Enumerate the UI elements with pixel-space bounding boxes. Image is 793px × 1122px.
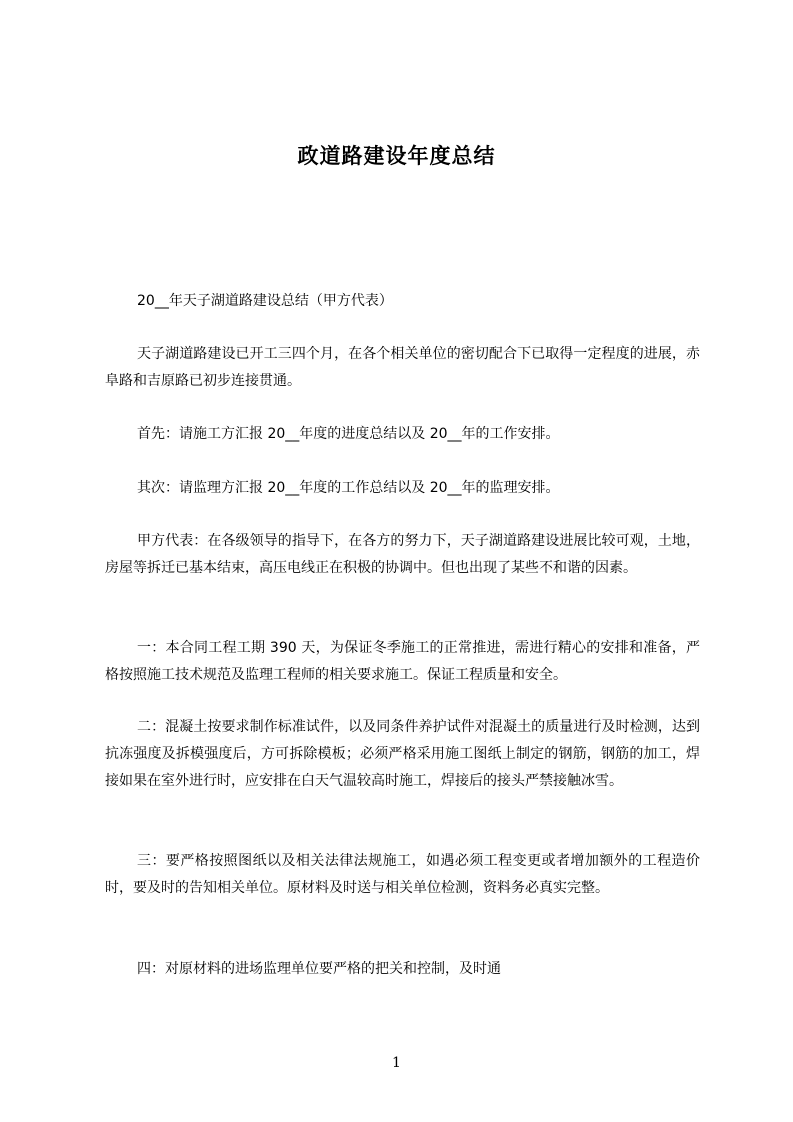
paragraph-item-2: 二：混凝土按要求制作标准试件，以及同条件养护试件对混凝土的质量进行及时检测，达到抗冻强度及拆模强度后，方可拆除模板；必须严格采用施工图纸上制定的钢筋，钢筋的加工，焊接如果在室外进行时，应安排在白天气温较高时施工，焊接后的接头严禁接触冰雪。 (105, 719, 700, 789)
document-subtitle: 20__年天子湖道路建设总结（甲方代表） (137, 293, 393, 309)
paragraph-owner-rep: 甲方代表：在各级领导的指导下，在各方的努力下，天子湖道路建设进展比较可观，土地，房屋等拆迁已基本结束，高压电线正在积极的协调中。但也出现了某些不和谐的因素。 (105, 533, 700, 576)
paragraph-intro: 天子湖道路建设已开工三四个月，在各个相关单位的密切配合下已取得一定程度的进展，赤阜路和吉原路已初步连接贯通。 (105, 346, 700, 389)
document-title: 政道路建设年度总结 (297, 144, 496, 168)
paragraph-item-4: 四：对原材料的进场监理单位要严格的把关和控制，及时通 (137, 961, 501, 977)
paragraph-item-1: 一：本合同工程工期 390 天，为保证冬季施工的正常推进，需进行精心的安排和准备，严格按照施工技术规范及监理工程师的相关要求施工。保证工程质量和安全。 (105, 640, 700, 683)
paragraph-second: 其次：请监理方汇报 20__年度的工作总结以及 20__年的监理安排。 (137, 480, 560, 496)
page-number: 1 (392, 1055, 401, 1071)
paragraph-first: 首先：请施工方汇报 20__年度的进度总结以及 20__年的工作安排。 (137, 426, 560, 442)
paragraph-item-3: 三：要严格按照图纸以及相关法律法规施工，如遇必须工程变更或者增加额外的工程造价时，要及时的告知相关单位。原材料及时送与相关单位检测，资料务必真实完整。 (105, 853, 700, 896)
